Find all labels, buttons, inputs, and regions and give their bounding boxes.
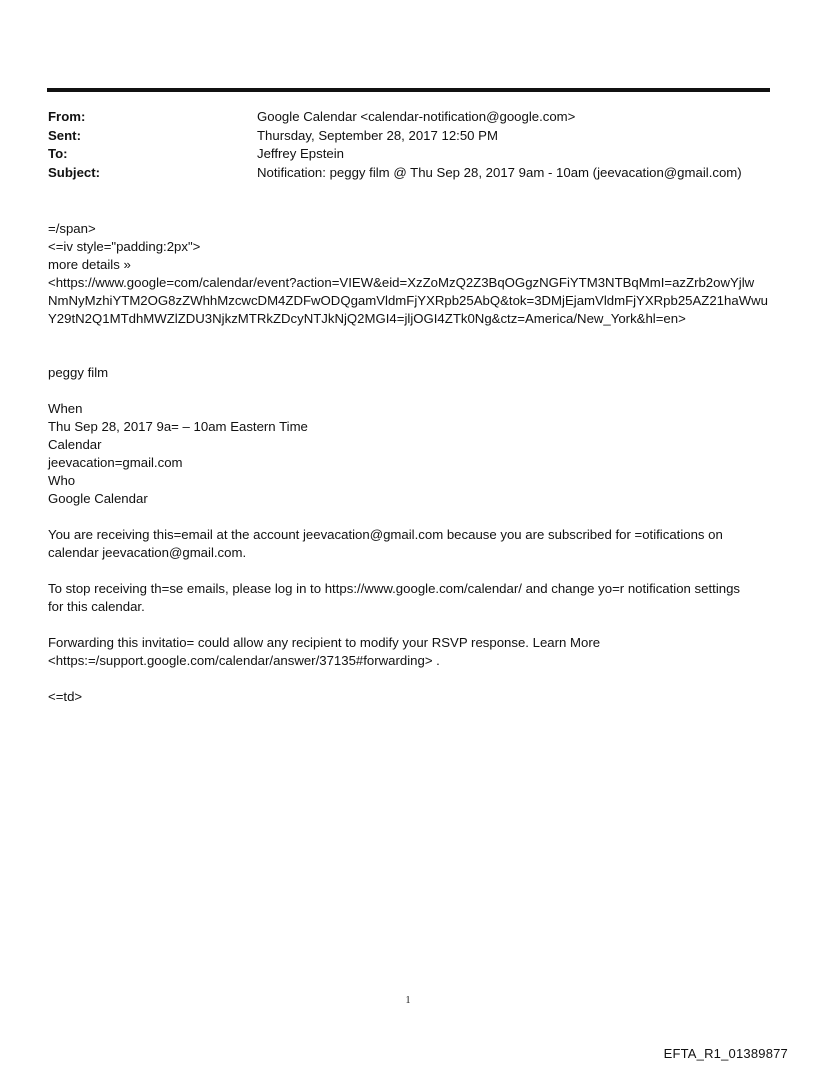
spacer <box>48 616 773 634</box>
to-value: Jeffrey Epstein <box>257 146 344 161</box>
spacer <box>48 328 773 364</box>
from-label: From: <box>48 109 86 124</box>
who-value: Google Calendar <box>48 491 148 506</box>
stop-notice-line-1: To stop receiving th=se emails, please log in to https://www.google.com/calendar/ and change yo=r notification settings <box>48 581 741 596</box>
from-value: Google Calendar <calendar-notification@google.com> <box>257 109 576 124</box>
event-title: peggy film <box>48 365 109 380</box>
div-fragment: <=iv style="padding:2px"> <box>48 239 201 254</box>
to-label: To: <box>48 146 68 161</box>
subject-label: Subject: <box>48 164 101 180</box>
spacer <box>48 382 773 400</box>
span-fragment: =/span> <box>48 221 96 236</box>
td-fragment: <=td> <box>48 689 83 704</box>
when-value: Thu Sep 28, 2017 9a= – 10am Eastern Time <box>48 419 308 434</box>
forwarding-notice-line-1: Forwarding this invitatio= could allow any recipient to modify your RSVP response. Learn More <box>48 635 601 650</box>
event-url-line-3[interactable]: Y29tN2Q1MTdhMWZlZDU3NjkzMTRkZDcyNTJkNjQ2MGI4=jljOGI4ZTk0Ng&ctz=America/New_York&hl=en> <box>48 311 686 326</box>
page-number: 1 <box>405 995 411 1006</box>
spacer <box>48 508 773 526</box>
spacer <box>48 562 773 580</box>
forwarding-link[interactable]: <https:=/support.google.com/calendar/answer/37135#forwarding> . <box>48 653 440 668</box>
email-header <box>48 108 778 182</box>
header-rule <box>47 88 770 92</box>
when-label: When <box>48 401 83 416</box>
email-body <box>48 220 773 706</box>
more-details-link[interactable]: more details » <box>48 257 131 272</box>
sent-value: Thursday, September 28, 2017 12:50 PM <box>257 127 498 143</box>
subject-value: Notification: peggy film @ Thu Sep 28, 2017 9am - 10am (jeevacation@gmail.com) <box>257 164 742 180</box>
who-label: Who <box>48 473 76 488</box>
event-url-line-2[interactable]: NmNyMzhiYTM2OG8zZWhhMzcwcDM4ZDFwODQgamVldmFjYXRpb25AbQ&tok=3DMjEjamVldmFjYXRpb25AZ21haWwu <box>48 293 768 308</box>
to-row <box>48 145 778 164</box>
spacer <box>48 670 773 688</box>
calendar-value: jeevacation=gmail.com <box>48 455 183 470</box>
sent-row <box>48 127 778 146</box>
receiving-notice-line-1: You are receiving this=email at the account jeevacation@gmail.com because you are subscribed for =otifications on <box>48 527 723 542</box>
calendar-label: Calendar <box>48 437 102 452</box>
sent-label: Sent: <box>48 127 81 143</box>
from-row <box>48 108 778 127</box>
subject-row <box>48 164 778 183</box>
event-url-line-1[interactable]: <https://www.google=com/calendar/event?action=VIEW&eid=XzZoMzQ2Z3BqOGgzNGFiYTM3NTBqMmI=azZrb2owYjlw <box>48 275 755 290</box>
receiving-notice-line-2: calendar jeevacation@gmail.com. <box>48 545 247 560</box>
stop-notice-line-2: for this calendar. <box>48 599 145 614</box>
document-id: EFTA_R1_01389877 <box>663 1046 788 1061</box>
